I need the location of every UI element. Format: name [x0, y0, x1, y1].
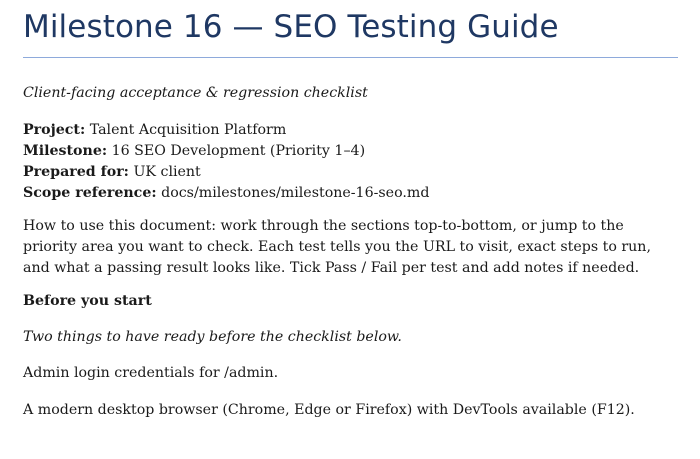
meta-value: Talent Acquisition Platform — [89, 122, 287, 138]
meta-prepared-for — [23, 162, 678, 183]
meta-label: Project: — [23, 122, 86, 138]
meta-value: 16 SEO Development (Priority 1–4) — [111, 143, 366, 159]
intro-paragraph: How to use this document: work through the sections top-to-bottom, or jump to the priority area you want to check. Each test tells you the URL to visit, exact steps to run, and what a passing result looks like. Tick Pass / Fail per test and add notes if needed. — [23, 218, 651, 276]
meta-label: Scope reference: — [23, 185, 157, 201]
requirement-item: Admin login credentials for /admin. — [23, 365, 279, 381]
meta-label: Milestone: — [23, 143, 108, 159]
document-meta — [23, 120, 678, 204]
meta-label: Prepared for: — [23, 164, 129, 180]
title-divider — [23, 57, 678, 58]
requirement-item: A modern desktop browser (Chrome, Edge or Firefox) with DevTools available (F12). — [23, 402, 635, 418]
document-subtitle: Client-facing acceptance & regression checklist — [23, 85, 368, 101]
document-title: Milestone 16 — SEO Testing Guide — [23, 9, 559, 45]
meta-value: docs/milestones/milestone-16-seo.md — [161, 185, 430, 201]
meta-project — [23, 120, 678, 141]
section-lead: Two things to have ready before the checklist below. — [23, 329, 402, 345]
meta-value: UK client — [133, 164, 201, 180]
meta-milestone — [23, 141, 678, 162]
meta-scope-reference — [23, 183, 678, 204]
section-heading-before-you-start: Before you start — [23, 293, 152, 309]
